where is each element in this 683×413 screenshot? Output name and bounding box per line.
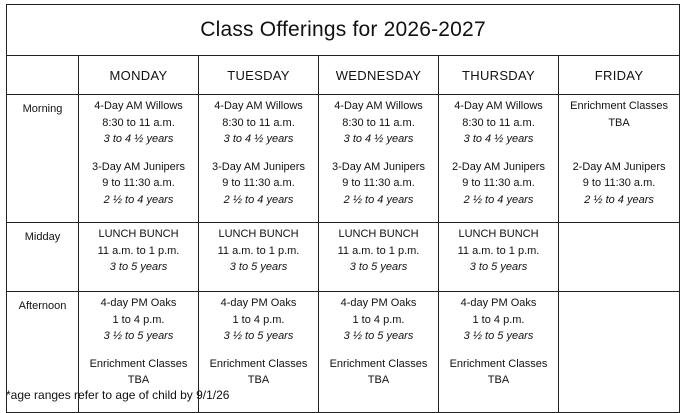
class-name: 4-Day AM Willows [334, 100, 423, 112]
class-name: 4-day PM Oaks [340, 297, 417, 309]
class-name: 3-Day AM Junipers [212, 160, 305, 173]
day-header-thursday: THURSDAY [439, 56, 559, 95]
class-time: 11 a.m. to 1 p.m. [217, 244, 300, 257]
class-ages: 3 to 4 ½ years [343, 133, 414, 145]
class-block [319, 295, 438, 345]
class-name: 4-day PM Oaks [460, 297, 537, 309]
class-ages: 2 ½ to 4 years [463, 193, 534, 206]
class-name: Enrichment Classes [449, 357, 548, 370]
afternoon-friday-cell [559, 292, 680, 413]
class-name: Enrichment Classes [329, 357, 428, 370]
class-name: 4-Day AM Willows [214, 100, 303, 112]
class-time: 1 to 4 p.m. [112, 313, 165, 326]
class-ages: 2 ½ to 4 years [223, 193, 294, 206]
class-name: 3-Day AM Junipers [332, 160, 425, 173]
row-label-afternoon: Afternoon [7, 292, 79, 413]
class-ages: 2 ½ to 4 years [103, 193, 174, 206]
class-ages: 3 ½ to 5 years [223, 330, 294, 342]
footnote: *age ranges refer to age of child by 9/1/26 [6, 388, 230, 402]
class-ages: 3 to 5 years [109, 261, 168, 273]
class-name: 2-Day AM Junipers [452, 160, 545, 173]
morning-thursday-cell [439, 95, 559, 223]
class-time: 9 to 11:30 a.m. [462, 177, 535, 189]
corner-cell [7, 56, 79, 95]
class-ages: 3 ½ to 5 years [343, 330, 414, 342]
class-time: 11 a.m. to 1 p.m. [337, 244, 420, 257]
class-ages: 2 ½ to 4 years [343, 193, 414, 206]
class-name: LUNCH BUNCH [338, 228, 419, 240]
class-time: 9 to 11:30 a.m. [582, 177, 656, 189]
class-time: TBA [487, 374, 510, 386]
class-ages: 3 to 5 years [349, 261, 408, 273]
class-block [79, 295, 198, 345]
class-block [319, 98, 438, 148]
class-block [559, 159, 679, 209]
class-time: 1 to 4 p.m. [472, 313, 525, 326]
class-time: 1 to 4 p.m. [352, 313, 405, 326]
day-header-tuesday: TUESDAY [199, 56, 319, 95]
class-block [79, 356, 198, 389]
class-time: 8:30 to 11 a.m. [462, 116, 535, 129]
class-time: 8:30 to 11 a.m. [222, 116, 295, 129]
class-ages: 3 ½ to 5 years [463, 330, 534, 342]
day-header-wednesday: WEDNESDAY [319, 56, 439, 95]
class-ages: 3 to 4 ½ years [223, 133, 294, 145]
class-name: Enrichment Classes [89, 357, 188, 370]
class-block [79, 98, 198, 148]
class-name: Enrichment Classes [209, 357, 308, 370]
midday-wednesday-cell [319, 223, 439, 292]
class-block [439, 159, 558, 209]
class-name: 4-Day AM Willows [454, 100, 543, 112]
class-time: 9 to 11:30 a.m. [102, 177, 175, 189]
class-name: LUNCH BUNCH [98, 228, 179, 240]
class-name: Enrichment Classes [570, 100, 668, 112]
morning-tuesday-cell [199, 95, 319, 223]
class-time: TBA [608, 116, 630, 129]
class-name: LUNCH BUNCH [458, 228, 539, 240]
row-midday [7, 223, 680, 292]
class-block [199, 159, 318, 209]
midday-tuesday-cell [199, 223, 319, 292]
class-name: 4-day PM Oaks [100, 297, 177, 309]
class-time: 11 a.m. to 1 p.m. [457, 244, 540, 257]
class-block [199, 98, 318, 148]
row-morning [7, 95, 680, 223]
class-name: 2-Day AM Junipers [572, 160, 666, 173]
class-offerings-table [6, 4, 680, 413]
class-time: TBA [247, 374, 270, 386]
row-label-morning: Morning [7, 95, 79, 223]
day-header-friday: FRIDAY [559, 56, 680, 95]
class-time: TBA [367, 374, 390, 386]
class-ages: 3 to 4 ½ years [103, 133, 174, 145]
class-ages: 3 to 5 years [469, 261, 528, 273]
class-time: TBA [127, 374, 150, 386]
morning-wednesday-cell [319, 95, 439, 223]
class-ages: 3 to 5 years [229, 261, 288, 273]
class-name: 4-Day AM Willows [94, 100, 183, 112]
page-title: Class Offerings for 2026-2027 [7, 5, 680, 56]
class-time: 11 a.m. to 1 p.m. [97, 244, 180, 257]
class-time: 1 to 4 p.m. [232, 313, 285, 326]
row-label-midday: Midday [7, 223, 79, 292]
class-block [319, 356, 438, 389]
class-ages: 3 ½ to 5 years [103, 330, 174, 342]
morning-friday-cell [559, 95, 680, 223]
schedule-sheet [6, 4, 679, 413]
class-name: LUNCH BUNCH [218, 228, 299, 240]
class-block [439, 356, 558, 389]
midday-monday-cell [79, 223, 199, 292]
class-name: 4-day PM Oaks [220, 297, 297, 309]
class-ages: 3 to 4 ½ years [463, 133, 534, 145]
class-name: 3-Day AM Junipers [92, 160, 185, 173]
afternoon-wednesday-cell [319, 292, 439, 413]
class-block [559, 98, 679, 131]
class-time: 8:30 to 11 a.m. [342, 116, 415, 129]
afternoon-thursday-cell [439, 292, 559, 413]
class-block [199, 356, 318, 389]
class-block [319, 159, 438, 209]
class-block [79, 159, 198, 209]
midday-thursday-cell [439, 223, 559, 292]
class-time: 9 to 11:30 a.m. [342, 177, 415, 189]
class-block [199, 295, 318, 345]
class-block [439, 295, 558, 345]
class-time: 9 to 11:30 a.m. [222, 177, 295, 189]
day-header-row [7, 56, 680, 95]
class-block [439, 98, 558, 148]
day-header-monday: MONDAY [79, 56, 199, 95]
midday-friday-cell [559, 223, 680, 292]
class-time: 8:30 to 11 a.m. [102, 116, 175, 129]
class-ages: 2 ½ to 4 years [584, 193, 654, 206]
morning-monday-cell [79, 95, 199, 223]
